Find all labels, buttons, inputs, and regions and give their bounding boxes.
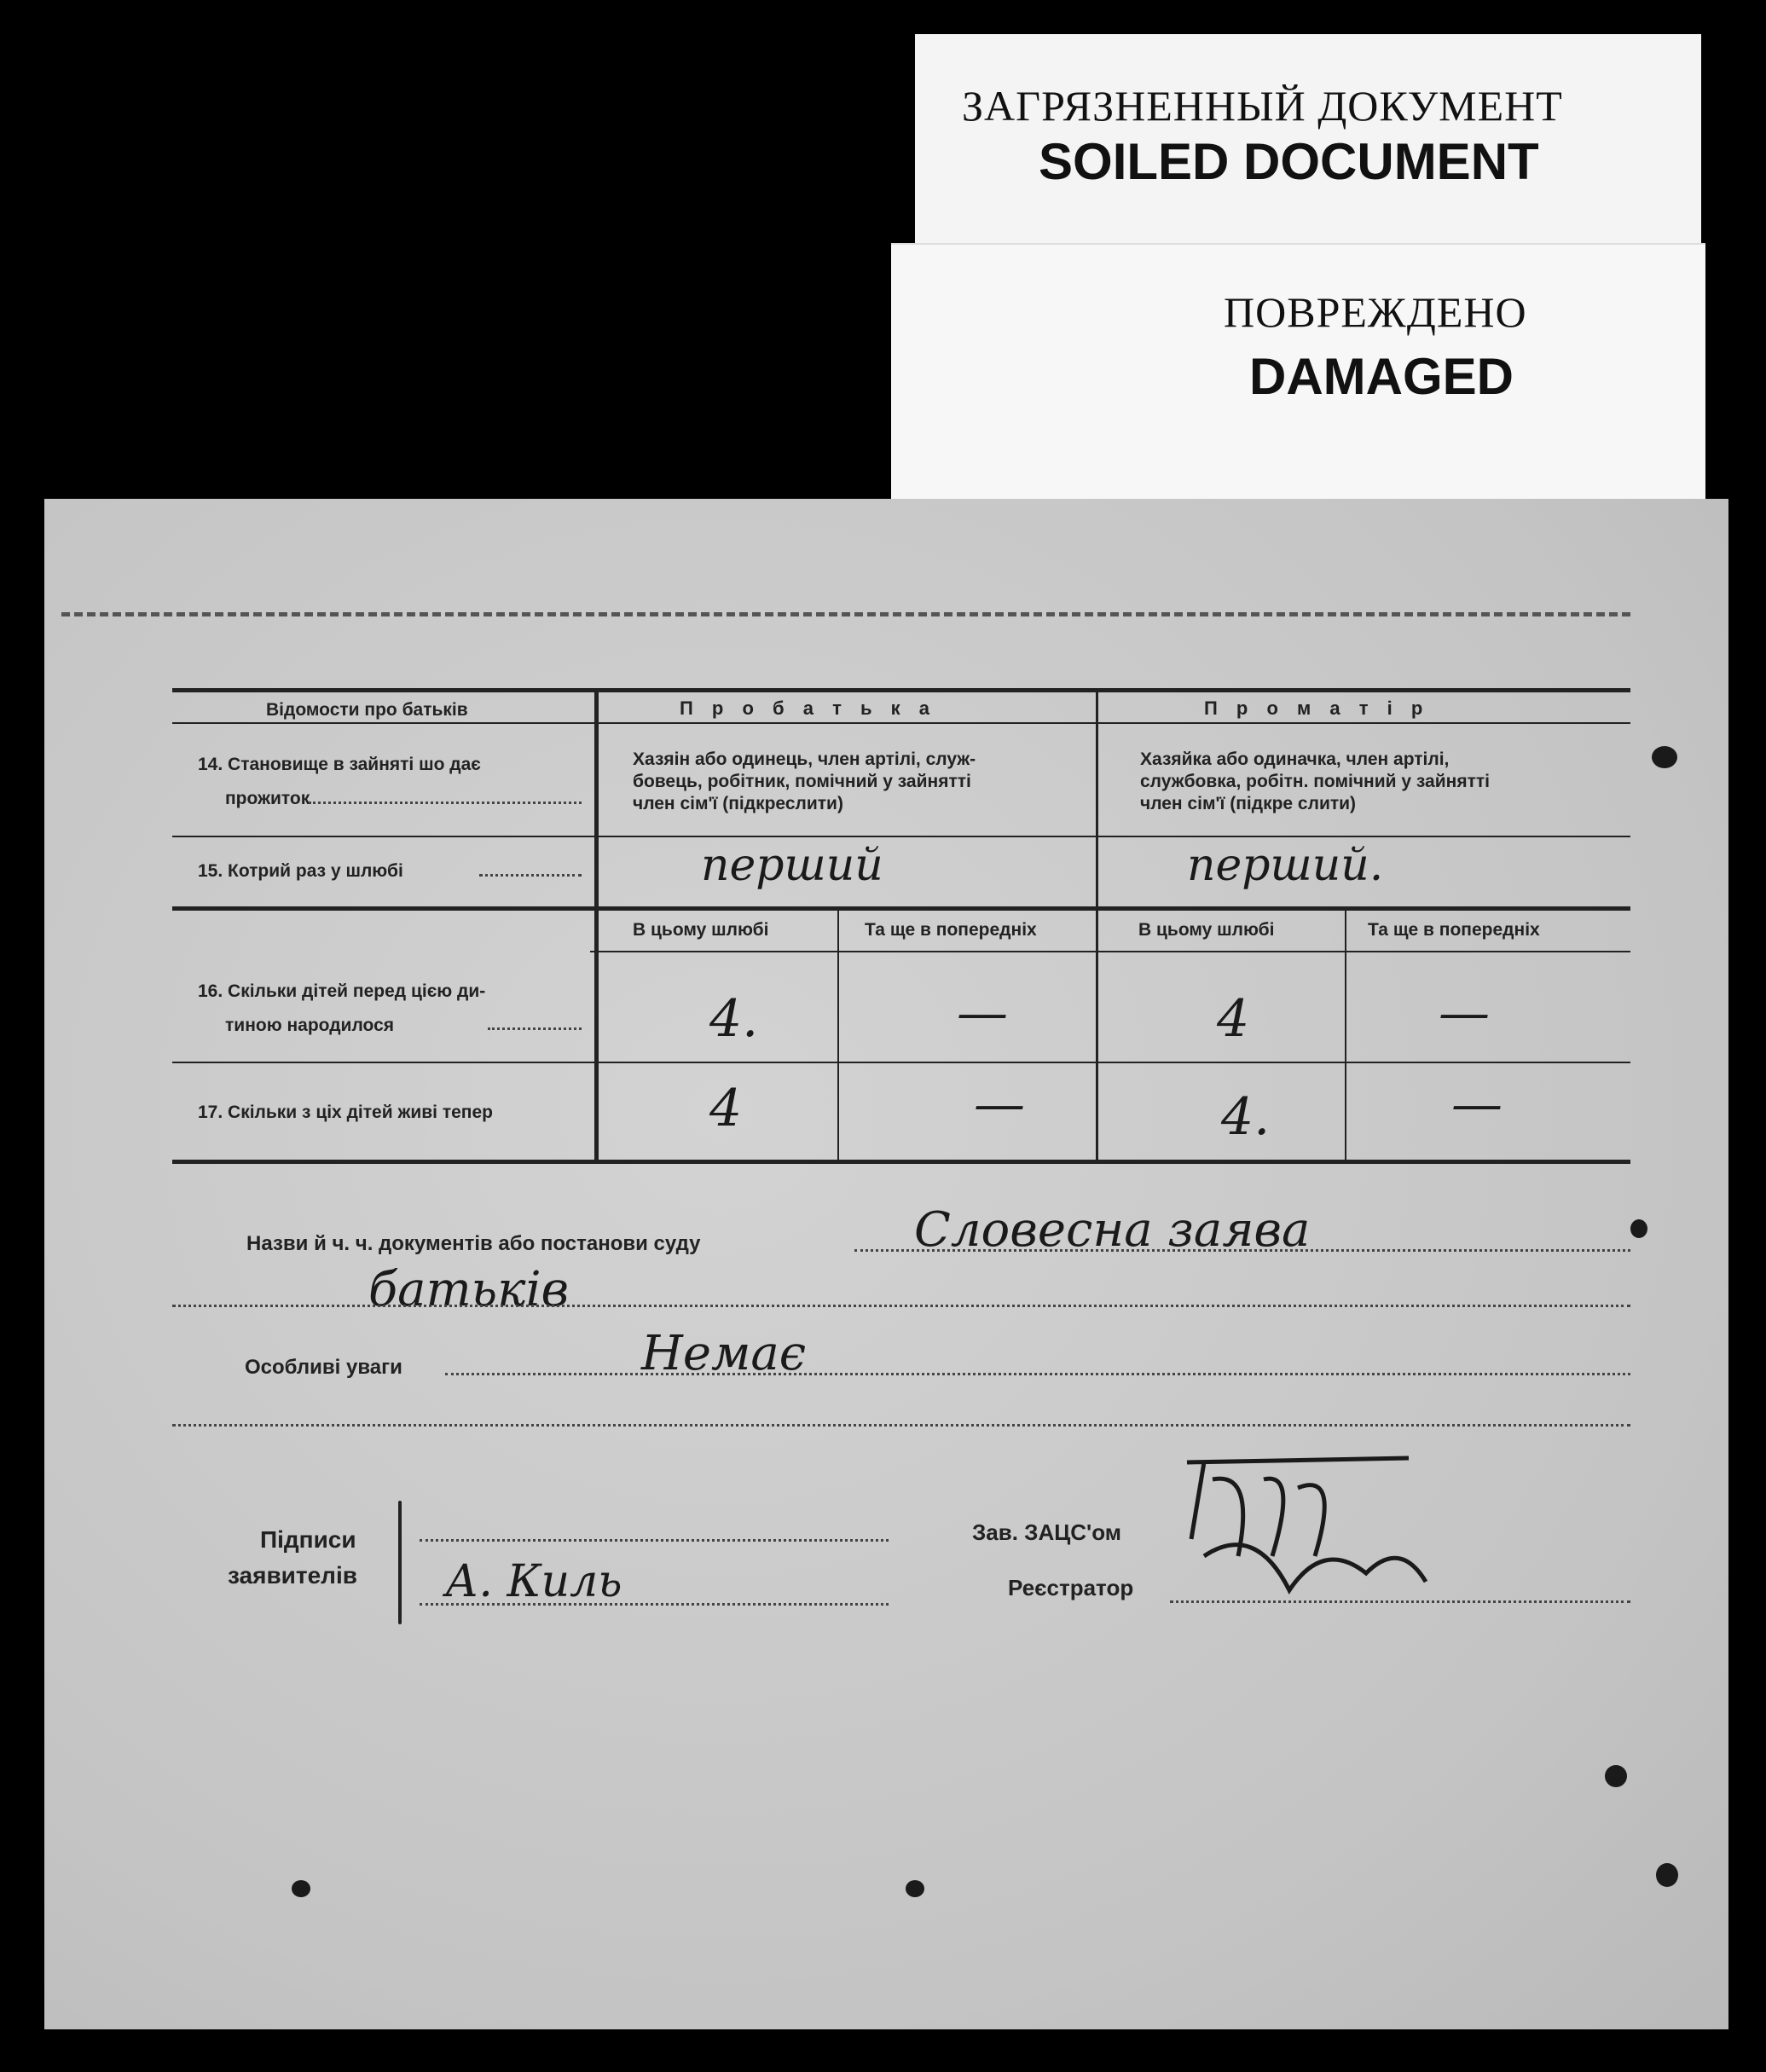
row17-mother-previous: —: [1451, 1074, 1503, 1134]
row17-father-this: 4: [709, 1079, 743, 1138]
row15-label: 15. Котрий раз у шлюбі: [198, 861, 403, 881]
row16-mother-this: 4: [1217, 989, 1250, 1049]
head-of-office-label: Зав. ЗАЦС'ом: [972, 1519, 1121, 1545]
applicants-label-line1: Підписи: [260, 1526, 356, 1553]
registrar-signature-scribble: [1153, 1420, 1511, 1624]
row14-mother-line2: службовка, робітн. помічний у зайнятті: [1140, 772, 1490, 791]
row16-father-previous: —: [957, 983, 1008, 1043]
row16-mother-previous: —: [1439, 983, 1490, 1043]
registrar-label: Реєстратор: [1008, 1575, 1134, 1600]
punch-hole: [1605, 1765, 1627, 1787]
damaged-label-ru: ПОВРЕЖДЕНО: [1224, 288, 1527, 336]
subheader-mother-this: В цьому шлюбі: [1138, 920, 1275, 940]
documents-label: Назви й ч. ч. документів або постанови суду: [246, 1232, 701, 1255]
row16-label-line1: 16. Скільки дітей перед цією ди-: [198, 981, 486, 1001]
header-parents-info: Відомости про батьків: [266, 700, 468, 720]
subheader-father-previous: Та ще в попередніх: [865, 920, 1037, 940]
soiled-label-en: SOILED DOCUMENT: [1039, 133, 1539, 190]
row15-father-value: перший: [701, 840, 883, 891]
documents-value-line1: Словесна заява: [914, 1202, 1311, 1258]
damaged-label-en: DAMAGED: [1249, 348, 1514, 405]
punch-hole: [1652, 746, 1677, 768]
soiled-label-ru: ЗАГРЯЗНЕННЫЙ ДОКУМЕНТ: [962, 82, 1563, 130]
row14-father-line2: бовець, робітник, помічний у зайнятті: [633, 772, 971, 791]
row14-mother-line3: член сім'ї (підкре слити): [1140, 794, 1357, 813]
row14-mother-line1: Хазяйка або одиначка, член артілі,: [1140, 750, 1450, 769]
remarks-value: Немає: [641, 1326, 807, 1381]
row17-mother-this: 4.: [1221, 1087, 1271, 1147]
documents-value-line2: батьків: [368, 1262, 570, 1317]
remarks-label: Особливі уваги: [245, 1356, 402, 1379]
punch-hole: [1656, 1863, 1678, 1887]
subheader-father-this: В цьому шлюбі: [633, 920, 769, 940]
punch-hole: [292, 1880, 310, 1897]
row14-label-line1: 14. Становище в зайняті шо дає: [198, 755, 481, 774]
row14-father-line3: член сім'ї (підкреслити): [633, 794, 843, 813]
row15-mother-value: перший.: [1187, 840, 1384, 891]
row17-father-previous: —: [974, 1074, 1025, 1134]
row16-label-line2: тиною народилося: [225, 1016, 395, 1035]
form-sheet: [44, 499, 1728, 2029]
applicants-label-line2: заявителів: [228, 1562, 357, 1589]
row17-label: 17. Скільки з ціх дітей живі тепер: [198, 1103, 493, 1122]
row14-father-line1: Хазяін або одинець, член артілі, служ-: [633, 750, 976, 769]
row14-label-line2: прожиток: [225, 789, 310, 808]
header-father: П р о б а т ь к а: [680, 697, 936, 719]
punch-hole: [906, 1880, 924, 1897]
subheader-mother-previous: Та ще в попередніх: [1368, 920, 1540, 940]
row16-father-this: 4.: [709, 989, 759, 1049]
header-mother: П р о м а т і р: [1204, 697, 1430, 719]
punch-hole: [1630, 1219, 1647, 1238]
damaged-stamp: [891, 243, 1705, 518]
perforation-line: [61, 612, 1630, 616]
applicant-signature: А. Киль: [445, 1556, 622, 1607]
